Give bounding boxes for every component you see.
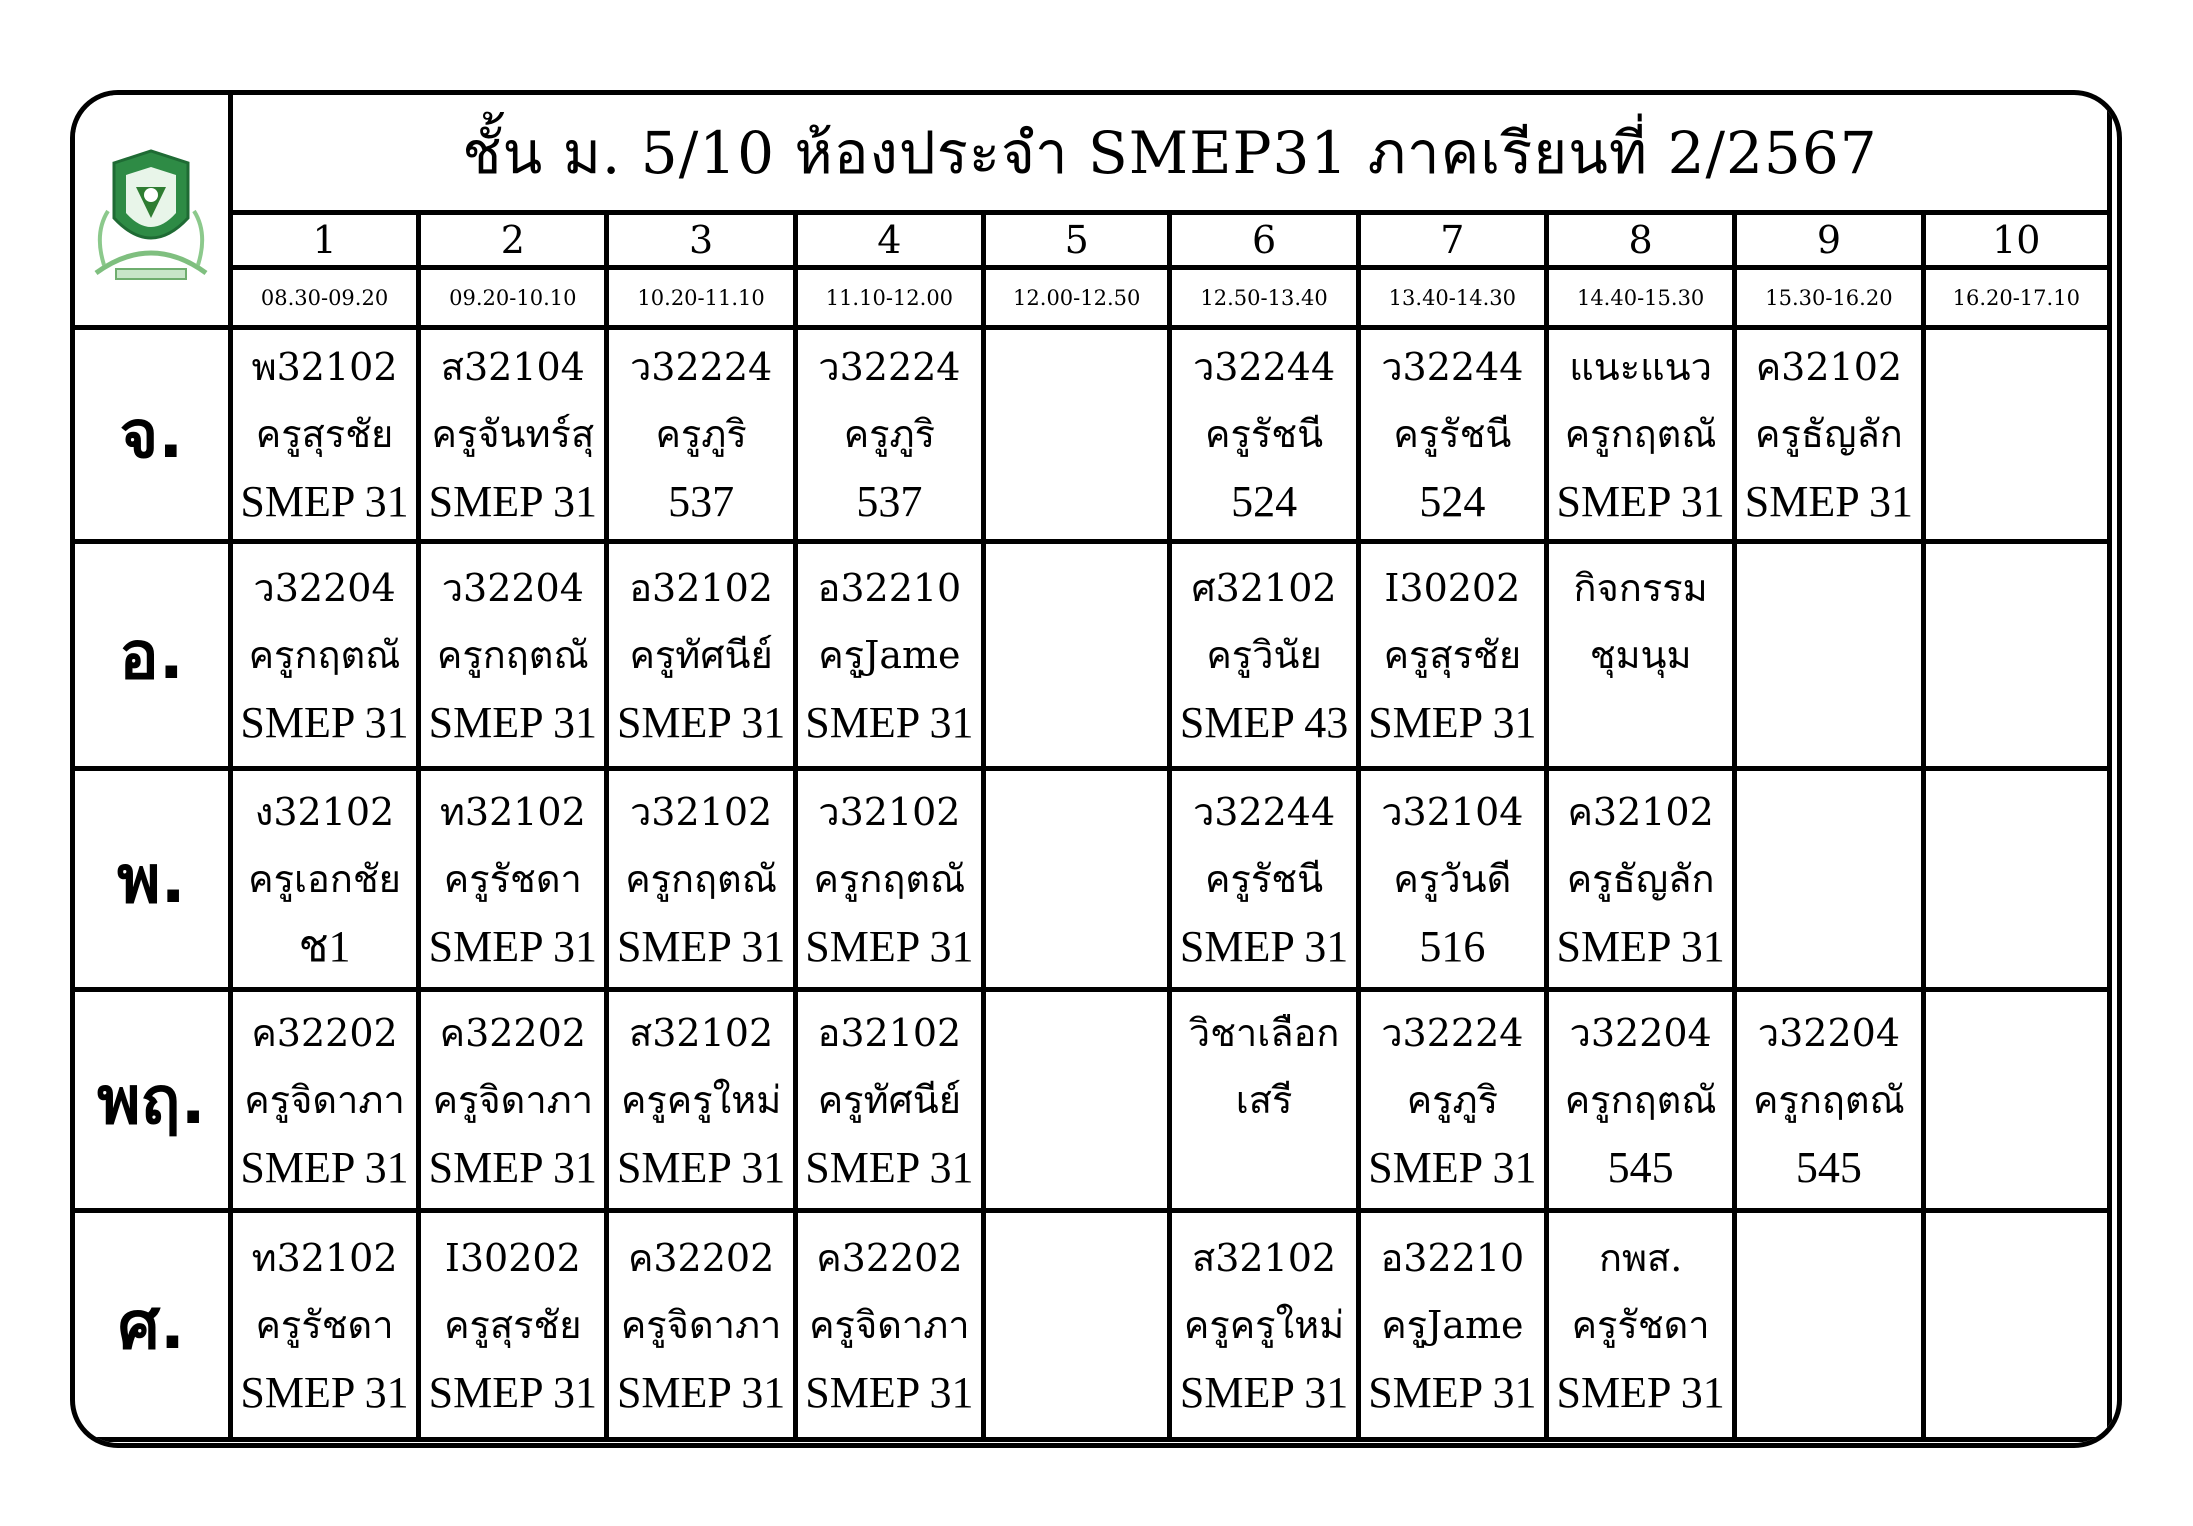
room-name — [1926, 689, 2107, 756]
period-time: 08.30-09.20 — [230, 268, 418, 328]
teacher-name — [1926, 622, 2107, 689]
subject-code — [986, 334, 1167, 401]
schedule-cell — [607, 328, 795, 542]
schedule-cell — [230, 542, 418, 769]
subject-code: ค32202 — [816, 1235, 963, 1280]
subject-code: แนะแนว — [1569, 345, 1712, 389]
room-name — [986, 468, 1167, 535]
room-name: 545 — [1795, 1142, 1862, 1192]
teacher-name: ครูจิดาภา — [809, 1302, 970, 1347]
teacher-name — [986, 401, 1167, 468]
teacher-name: ครูวินัย — [1206, 632, 1322, 677]
subject-code — [1926, 779, 2107, 846]
teacher-name: ครูจิดาภา — [432, 1077, 594, 1122]
teacher-name: ครูสุรชัย — [444, 1302, 582, 1347]
schedule-cell — [1170, 328, 1358, 542]
teacher-name: ครูภูริ — [843, 412, 936, 456]
schedule-cell — [1546, 769, 1734, 990]
schedule-cell — [1923, 990, 2109, 1211]
room-name: SMEP 31 — [805, 697, 974, 747]
schedule-cell — [1170, 769, 1358, 990]
room-name: SMEP 31 — [240, 697, 409, 747]
room-name — [1172, 1134, 1355, 1201]
period-number: 5 — [984, 213, 1170, 268]
room-name: SMEP 31 — [1179, 921, 1349, 971]
room-name — [1737, 1359, 1920, 1426]
teacher-name: ครูจิดาภา — [620, 1302, 782, 1347]
subject-code: ท32102 — [439, 789, 586, 834]
schedule-cell — [1923, 542, 2109, 769]
subject-code: ส32102 — [629, 1010, 774, 1055]
teacher-name: ครูทัศนีย์ — [629, 632, 773, 677]
subject-code — [1926, 555, 2107, 622]
subject-code: ว32102 — [818, 789, 961, 834]
room-name — [1926, 1359, 2107, 1426]
schedule-cell — [1358, 769, 1546, 990]
teacher-name: ครูกฤตณั — [436, 632, 589, 677]
schedule-cell — [1170, 990, 1358, 1211]
schedule-cell — [1546, 542, 1734, 769]
schedule-cell — [419, 542, 607, 769]
schedule-cell — [419, 1211, 607, 1440]
schedule-cell — [607, 542, 795, 769]
subject-code: พ32102 — [251, 345, 398, 389]
teacher-name: ครูภูริ — [655, 412, 747, 456]
subject-code: ค32102 — [1755, 345, 1903, 389]
room-name: SMEP 31 — [1556, 477, 1725, 526]
room-name: SMEP 31 — [1744, 477, 1914, 526]
room-name — [1926, 1134, 2107, 1201]
schedule-cell — [984, 542, 1170, 769]
schedule-cell — [1735, 542, 1923, 769]
room-name: SMEP 31 — [428, 697, 597, 747]
schedule-cell — [984, 1211, 1170, 1440]
period-time: 14.40-15.30 — [1546, 268, 1734, 328]
schedule-cell — [1923, 328, 2109, 542]
period-number: 8 — [1546, 213, 1734, 268]
teacher-name — [986, 1292, 1167, 1359]
period-number: 1 — [230, 213, 418, 268]
teacher-name: ครูจิดาภา — [244, 1077, 405, 1122]
schedule-cell — [419, 769, 607, 990]
subject-code: ว32224 — [629, 345, 773, 389]
subject-code: ว32102 — [629, 789, 773, 834]
teacher-name — [1737, 846, 1920, 913]
subject-code — [986, 1225, 1167, 1292]
subject-code: ศ32102 — [1191, 565, 1337, 610]
subject-code: วิชาเลือก — [1188, 1010, 1340, 1055]
school-emblem-icon — [86, 123, 216, 293]
teacher-name: ครูทัศนีย์ — [817, 1077, 961, 1122]
schedule-cell — [230, 769, 418, 990]
period-number: 10 — [1923, 213, 2109, 268]
period-number: 4 — [795, 213, 983, 268]
day-row — [73, 1211, 2110, 1440]
period-time: 10.20-11.10 — [607, 268, 795, 328]
period-number: 2 — [419, 213, 607, 268]
subject-code: ส32102 — [1192, 1235, 1337, 1280]
teacher-name: เสรี — [1235, 1077, 1293, 1122]
teacher-name: ครูครูใหม่ — [620, 1077, 782, 1122]
period-number: 6 — [1170, 213, 1358, 268]
room-name: SMEP 31 — [428, 477, 597, 526]
room-name: SMEP 31 — [240, 477, 409, 526]
subject-code: ท32102 — [251, 1235, 398, 1280]
room-name: SMEP 31 — [428, 1367, 597, 1417]
schedule-cell — [1358, 990, 1546, 1211]
room-name: SMEP 31 — [805, 1367, 974, 1417]
day-label: พ. — [73, 769, 231, 990]
subject-code — [986, 779, 1167, 846]
day-label: จ. — [73, 328, 231, 542]
room-name: SMEP 31 — [616, 1142, 786, 1192]
day-row — [73, 328, 2110, 542]
schedule-cell — [795, 990, 983, 1211]
schedule-cell — [795, 769, 983, 990]
teacher-name — [1737, 1292, 1920, 1359]
room-name: SMEP 31 — [805, 921, 974, 971]
schedule-cell — [230, 328, 418, 542]
subject-code — [986, 1000, 1167, 1067]
subject-code: อ32210 — [817, 565, 962, 610]
subject-code — [1737, 1225, 1920, 1292]
teacher-name: ครูรัชดา — [443, 856, 582, 901]
room-name: SMEP 31 — [616, 697, 786, 747]
room-name: SMEP 31 — [428, 1142, 597, 1192]
period-time: 11.10-12.00 — [795, 268, 983, 328]
room-name — [986, 913, 1167, 980]
teacher-name: ครูธัญลัก — [1755, 412, 1903, 456]
subject-code: ว32104 — [1381, 789, 1524, 834]
teacher-name — [1926, 846, 2107, 913]
room-name: 537 — [668, 477, 735, 526]
schedule-cell — [607, 769, 795, 990]
subject-code: ค32202 — [627, 1235, 775, 1280]
schedule-cell — [1170, 1211, 1358, 1440]
subject-code: อ32210 — [1380, 1235, 1525, 1280]
day-row — [73, 990, 2110, 1211]
day-row — [73, 542, 2110, 769]
timetable-frame — [70, 90, 2122, 1448]
teacher-name: ชุมนุม — [1589, 632, 1692, 677]
room-name: SMEP 31 — [428, 921, 597, 971]
teacher-name: ครูกฤตณั — [625, 856, 777, 901]
schedule-cell — [1923, 1211, 2109, 1440]
teacher-name — [986, 622, 1167, 689]
subject-code — [1926, 334, 2107, 401]
teacher-name: ครูรัชดา — [255, 1302, 394, 1347]
schedule-cell — [419, 328, 607, 542]
room-name: SMEP 31 — [1556, 1367, 1725, 1417]
teacher-name: ครูรัชนี — [1393, 412, 1512, 456]
room-name: SMEP 31 — [1368, 1367, 1537, 1417]
teacher-name: ครูJame — [818, 632, 961, 677]
teacher-name: ครูกฤตณั — [248, 632, 401, 677]
timetable — [70, 90, 2112, 1442]
room-name: 516 — [1419, 921, 1486, 971]
schedule-cell — [230, 990, 418, 1211]
period-number: 9 — [1735, 213, 1923, 268]
room-name: SMEP 31 — [1368, 697, 1537, 747]
subject-code: ว32204 — [253, 565, 396, 610]
schedule-cell — [230, 1211, 418, 1440]
teacher-name: ครูธัญลัก — [1566, 856, 1715, 901]
room-name — [986, 1134, 1167, 1201]
room-name: 545 — [1607, 1142, 1674, 1192]
room-name: SMEP 31 — [1556, 921, 1725, 971]
subject-code: ง32102 — [254, 789, 395, 834]
schedule-cell — [607, 1211, 795, 1440]
period-time: 13.40-14.30 — [1358, 268, 1546, 328]
subject-code: ว32204 — [1569, 1010, 1712, 1055]
teacher-name — [1926, 401, 2107, 468]
schedule-cell — [419, 990, 607, 1211]
subject-code: ค32202 — [439, 1010, 586, 1055]
schedule-cell — [984, 328, 1170, 542]
teacher-name: ครูวันดี — [1393, 856, 1512, 901]
subject-code: ค32202 — [251, 1010, 398, 1055]
room-name: 524 — [1231, 477, 1298, 526]
schedule-cell — [984, 990, 1170, 1211]
teacher-name — [986, 1067, 1167, 1134]
subject-code — [1926, 1000, 2107, 1067]
teacher-name: ครูภูริ — [1406, 1077, 1498, 1122]
room-name — [1737, 913, 1920, 980]
teacher-name: ครูสุรชัย — [255, 412, 394, 456]
page-title: ชั้น ม. 5/10 ห้องประจำ SMEP31 ภาคเรียนที่ 2/2567 — [230, 93, 2109, 213]
schedule-cell — [1358, 542, 1546, 769]
teacher-name: ครูรัชนี — [1205, 856, 1324, 901]
teacher-name: ครูครูใหม่ — [1183, 1302, 1345, 1347]
subject-code: ว32244 — [1192, 345, 1336, 389]
subject-code — [986, 555, 1167, 622]
schedule-cell — [1546, 328, 1734, 542]
room-name — [986, 1359, 1167, 1426]
teacher-name: ครูกฤตณั — [813, 856, 966, 901]
teacher-name — [1737, 622, 1920, 689]
schedule-cell — [795, 328, 983, 542]
schedule-cell — [1358, 328, 1546, 542]
subject-code: ว32204 — [441, 565, 584, 610]
schedule-cell — [1735, 769, 1923, 990]
subject-code: ว32224 — [818, 345, 961, 389]
period-time: 09.20-10.10 — [419, 268, 607, 328]
room-name: SMEP 31 — [805, 1142, 974, 1192]
teacher-name — [986, 846, 1167, 913]
subject-code: กิจกรรม — [1573, 565, 1708, 610]
schedule-cell — [607, 990, 795, 1211]
teacher-name: ครูรัชดา — [1571, 1302, 1710, 1347]
teacher-name: ครูจันทร์สุ — [431, 412, 595, 456]
subject-code: กพส. — [1598, 1235, 1683, 1280]
subject-code: I30202 — [1384, 565, 1521, 610]
schedule-cell — [1546, 990, 1734, 1211]
day-row — [73, 769, 2110, 990]
period-number: 7 — [1358, 213, 1546, 268]
day-label: พฤ. — [73, 990, 231, 1211]
teacher-name — [1926, 1292, 2107, 1359]
subject-code — [1926, 1225, 2107, 1292]
schedule-cell — [1735, 990, 1923, 1211]
room-name — [1737, 689, 1920, 756]
subject-code: อ32102 — [629, 565, 773, 610]
period-number: 3 — [607, 213, 795, 268]
room-name: 537 — [856, 477, 923, 526]
schedule-cell — [1923, 769, 2109, 990]
subject-code: ว32244 — [1381, 345, 1524, 389]
room-name — [986, 689, 1167, 756]
subject-code — [1737, 555, 1920, 622]
room-name — [1926, 468, 2107, 535]
room-name: 524 — [1419, 477, 1486, 526]
subject-code: ค32102 — [1567, 789, 1714, 834]
room-name: SMEP 31 — [1179, 1367, 1349, 1417]
schedule-cell — [1546, 1211, 1734, 1440]
subject-code: ว32204 — [1757, 1010, 1901, 1055]
room-name — [1926, 913, 2107, 980]
room-name: SMEP 31 — [240, 1367, 409, 1417]
room-name: SMEP 31 — [240, 1142, 409, 1192]
school-logo — [73, 93, 231, 328]
teacher-name: ครูกฤตณั — [1564, 1077, 1717, 1122]
teacher-name: ครูเอกชัย — [248, 856, 401, 901]
schedule-cell — [1735, 1211, 1923, 1440]
schedule-cell — [795, 1211, 983, 1440]
teacher-name: ครูสุรชัย — [1383, 632, 1522, 677]
schedule-cell — [1170, 542, 1358, 769]
period-time: 15.30-16.20 — [1735, 268, 1923, 328]
room-name: SMEP 31 — [616, 921, 786, 971]
day-label: อ. — [73, 542, 231, 769]
subject-code: I30202 — [444, 1235, 581, 1280]
room-name: ช1 — [298, 921, 351, 971]
schedule-cell — [1735, 328, 1923, 542]
schedule-cell — [1358, 1211, 1546, 1440]
period-time: 12.50-13.40 — [1170, 268, 1358, 328]
subject-code: อ32102 — [817, 1010, 962, 1055]
teacher-name: ครูรัชนี — [1205, 412, 1324, 456]
teacher-name: ครูกฤตณั — [1753, 1077, 1905, 1122]
subject-code: ว32224 — [1381, 1010, 1524, 1055]
teacher-name — [1926, 1067, 2107, 1134]
schedule-cell — [795, 542, 983, 769]
room-name: SMEP 43 — [1179, 697, 1349, 747]
teacher-name: ครูกฤตณั — [1564, 412, 1717, 456]
day-label: ศ. — [73, 1211, 231, 1440]
subject-code: ส32104 — [440, 345, 585, 389]
period-time: 16.20-17.10 — [1923, 268, 2109, 328]
schedule-cell — [984, 769, 1170, 990]
room-name: SMEP 31 — [1368, 1142, 1537, 1192]
subject-code — [1737, 779, 1920, 846]
room-name: SMEP 31 — [616, 1367, 786, 1417]
room-name — [1549, 689, 1732, 756]
teacher-name: ครูJame — [1381, 1302, 1524, 1347]
subject-code: ว32244 — [1192, 789, 1336, 834]
period-time: 12.00-12.50 — [984, 268, 1170, 328]
